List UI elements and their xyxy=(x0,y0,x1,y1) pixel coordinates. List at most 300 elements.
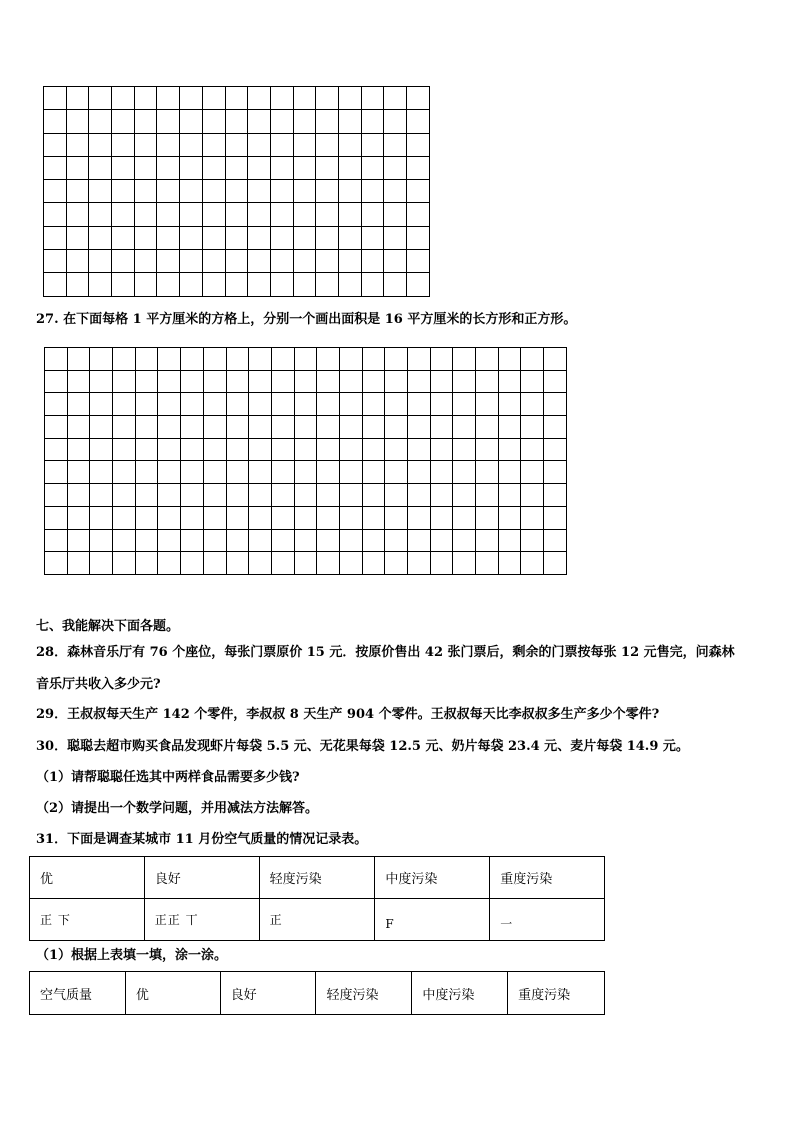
grid-cell[interactable] xyxy=(317,393,340,416)
grid-cell[interactable] xyxy=(521,484,544,507)
grid-cell[interactable] xyxy=(476,348,499,371)
grid-cell[interactable] xyxy=(338,250,361,273)
grid-cell[interactable] xyxy=(67,370,90,393)
grid-cell[interactable] xyxy=(339,529,362,552)
grid-cell[interactable] xyxy=(384,180,407,203)
grid-cell[interactable] xyxy=(430,529,453,552)
grid-cell[interactable] xyxy=(203,393,226,416)
grid-cell[interactable] xyxy=(248,203,271,226)
grid-cell[interactable] xyxy=(498,393,521,416)
grid-cell[interactable] xyxy=(476,416,499,439)
grid-cell[interactable] xyxy=(226,484,249,507)
drawing-grid-q27[interactable] xyxy=(44,347,567,575)
grid-cell[interactable] xyxy=(339,416,362,439)
grid-cell[interactable] xyxy=(407,273,430,296)
grid-cell[interactable] xyxy=(67,416,90,439)
grid-cell[interactable] xyxy=(113,438,136,461)
grid-cell[interactable] xyxy=(225,203,248,226)
grid-cell[interactable] xyxy=(407,87,430,110)
grid-cell[interactable] xyxy=(384,133,407,156)
grid-cell[interactable] xyxy=(67,484,90,507)
grid-cell[interactable] xyxy=(135,416,158,439)
grid-cell[interactable] xyxy=(248,110,271,133)
grid-cell[interactable] xyxy=(544,416,567,439)
grid-cell[interactable] xyxy=(157,180,180,203)
grid-cell[interactable] xyxy=(66,273,89,296)
grid-cell[interactable] xyxy=(203,552,226,575)
grid-cell[interactable] xyxy=(407,156,430,179)
grid-cell[interactable] xyxy=(270,156,293,179)
grid-cell[interactable] xyxy=(544,438,567,461)
grid-cell[interactable] xyxy=(134,87,157,110)
grid-cell[interactable] xyxy=(521,438,544,461)
grid-cell[interactable] xyxy=(362,552,385,575)
grid-cell[interactable] xyxy=(384,156,407,179)
grid-cell[interactable] xyxy=(498,461,521,484)
grid-cell[interactable] xyxy=(476,529,499,552)
grid-cell[interactable] xyxy=(181,348,204,371)
grid-cell[interactable] xyxy=(66,180,89,203)
grid-cell[interactable] xyxy=(89,110,112,133)
grid-cell[interactable] xyxy=(270,180,293,203)
grid-cell[interactable] xyxy=(158,506,181,529)
grid-cell[interactable] xyxy=(385,461,408,484)
grid-cell[interactable] xyxy=(498,348,521,371)
grid-cell[interactable] xyxy=(203,461,226,484)
grid-cell[interactable] xyxy=(385,506,408,529)
grid-cell[interactable] xyxy=(203,506,226,529)
grid-cell[interactable] xyxy=(271,529,294,552)
grid-cell[interactable] xyxy=(498,438,521,461)
grid-cell[interactable] xyxy=(294,484,317,507)
grid-cell[interactable] xyxy=(112,203,135,226)
grid-cell[interactable] xyxy=(317,552,340,575)
grid-cell[interactable] xyxy=(316,273,339,296)
grid-cell[interactable] xyxy=(361,273,384,296)
grid-cell[interactable] xyxy=(271,506,294,529)
grid-cell[interactable] xyxy=(317,506,340,529)
grid-cell[interactable] xyxy=(453,461,476,484)
grid-cell[interactable] xyxy=(362,461,385,484)
grid-cell[interactable] xyxy=(45,484,68,507)
grid-cell[interactable] xyxy=(134,156,157,179)
grid-cell[interactable] xyxy=(544,552,567,575)
grid-cell[interactable] xyxy=(361,87,384,110)
grid-cell[interactable] xyxy=(157,133,180,156)
grid-cell[interactable] xyxy=(249,393,272,416)
grid-cell[interactable] xyxy=(225,273,248,296)
grid-cell[interactable] xyxy=(202,273,225,296)
grid-cell[interactable] xyxy=(293,226,316,249)
grid-cell[interactable] xyxy=(89,180,112,203)
grid-cell[interactable] xyxy=(180,133,203,156)
grid-cell[interactable] xyxy=(226,552,249,575)
grid-cell[interactable] xyxy=(384,203,407,226)
grid-cell[interactable] xyxy=(134,203,157,226)
grid-cell[interactable] xyxy=(385,552,408,575)
grid-cell[interactable] xyxy=(521,506,544,529)
grid-cell[interactable] xyxy=(271,461,294,484)
grid-cell[interactable] xyxy=(453,552,476,575)
grid-cell[interactable] xyxy=(225,180,248,203)
grid-cell[interactable] xyxy=(271,370,294,393)
grid-cell[interactable] xyxy=(249,416,272,439)
grid-cell[interactable] xyxy=(408,529,431,552)
grid-cell[interactable] xyxy=(248,87,271,110)
grid-cell[interactable] xyxy=(293,133,316,156)
grid-cell[interactable] xyxy=(476,506,499,529)
grid-cell[interactable] xyxy=(248,180,271,203)
grid-cell[interactable] xyxy=(180,180,203,203)
grid-cell[interactable] xyxy=(521,416,544,439)
grid-cell[interactable] xyxy=(384,226,407,249)
grid-cell[interactable] xyxy=(226,438,249,461)
grid-cell[interactable] xyxy=(248,250,271,273)
grid-cell[interactable] xyxy=(384,87,407,110)
grid-cell[interactable] xyxy=(362,438,385,461)
grid-cell[interactable] xyxy=(385,416,408,439)
grid-cell[interactable] xyxy=(113,370,136,393)
grid-cell[interactable] xyxy=(294,416,317,439)
grid-cell[interactable] xyxy=(157,87,180,110)
grid-cell[interactable] xyxy=(226,416,249,439)
grid-cell[interactable] xyxy=(90,461,113,484)
grid-cell[interactable] xyxy=(293,180,316,203)
grid-cell[interactable] xyxy=(293,273,316,296)
grid-cell[interactable] xyxy=(203,416,226,439)
grid-cell[interactable] xyxy=(270,133,293,156)
grid-cell[interactable] xyxy=(249,438,272,461)
grid-cell[interactable] xyxy=(293,110,316,133)
grid-cell[interactable] xyxy=(113,529,136,552)
grid-cell[interactable] xyxy=(157,226,180,249)
grid-cell[interactable] xyxy=(249,484,272,507)
grid-cell[interactable] xyxy=(45,393,68,416)
grid-cell[interactable] xyxy=(113,461,136,484)
grid-cell[interactable] xyxy=(134,180,157,203)
grid-cell[interactable] xyxy=(134,110,157,133)
grid-cell[interactable] xyxy=(430,370,453,393)
grid-cell[interactable] xyxy=(226,529,249,552)
grid-cell[interactable] xyxy=(521,461,544,484)
grid-cell[interactable] xyxy=(248,226,271,249)
grid-cell[interactable] xyxy=(453,370,476,393)
grid-cell[interactable] xyxy=(316,226,339,249)
grid-cell[interactable] xyxy=(135,348,158,371)
grid-cell[interactable] xyxy=(453,506,476,529)
grid-cell[interactable] xyxy=(316,156,339,179)
grid-cell[interactable] xyxy=(90,552,113,575)
grid-cell[interactable] xyxy=(226,393,249,416)
grid-cell[interactable] xyxy=(384,110,407,133)
grid-cell[interactable] xyxy=(89,273,112,296)
grid-cell[interactable] xyxy=(453,438,476,461)
grid-cell[interactable] xyxy=(225,250,248,273)
grid-cell[interactable] xyxy=(271,484,294,507)
grid-cell[interactable] xyxy=(544,461,567,484)
grid-cell[interactable] xyxy=(249,552,272,575)
grid-cell[interactable] xyxy=(181,552,204,575)
grid-cell[interactable] xyxy=(316,203,339,226)
grid-cell[interactable] xyxy=(408,438,431,461)
grid-cell[interactable] xyxy=(134,273,157,296)
grid-cell[interactable] xyxy=(544,370,567,393)
grid-cell[interactable] xyxy=(361,133,384,156)
grid-cell[interactable] xyxy=(317,461,340,484)
grid-cell[interactable] xyxy=(453,393,476,416)
grid-cell[interactable] xyxy=(339,461,362,484)
grid-cell[interactable] xyxy=(226,370,249,393)
grid-cell[interactable] xyxy=(135,393,158,416)
grid-cell[interactable] xyxy=(544,393,567,416)
grid-cell[interactable] xyxy=(270,273,293,296)
grid-cell[interactable] xyxy=(135,484,158,507)
grid-cell[interactable] xyxy=(362,529,385,552)
grid-cell[interactable] xyxy=(453,484,476,507)
grid-cell[interactable] xyxy=(408,370,431,393)
grid-cell[interactable] xyxy=(90,529,113,552)
grid-cell[interactable] xyxy=(203,484,226,507)
grid-cell[interactable] xyxy=(202,133,225,156)
grid-cell[interactable] xyxy=(67,506,90,529)
grid-cell[interactable] xyxy=(157,250,180,273)
grid-cell[interactable] xyxy=(339,393,362,416)
grid-cell[interactable] xyxy=(113,348,136,371)
grid-cell[interactable] xyxy=(181,393,204,416)
grid-cell[interactable] xyxy=(293,87,316,110)
grid-cell[interactable] xyxy=(294,506,317,529)
grid-cell[interactable] xyxy=(90,416,113,439)
grid-cell[interactable] xyxy=(407,250,430,273)
grid-cell[interactable] xyxy=(294,529,317,552)
grid-cell[interactable] xyxy=(66,250,89,273)
grid-cell[interactable] xyxy=(203,348,226,371)
grid-cell[interactable] xyxy=(135,552,158,575)
grid-cell[interactable] xyxy=(44,203,67,226)
grid-cell[interactable] xyxy=(45,416,68,439)
grid-cell[interactable] xyxy=(362,393,385,416)
grid-cell[interactable] xyxy=(338,133,361,156)
grid-cell[interactable] xyxy=(339,348,362,371)
grid-cell[interactable] xyxy=(476,552,499,575)
grid-cell[interactable] xyxy=(226,348,249,371)
grid-cell[interactable] xyxy=(544,506,567,529)
grid-cell[interactable] xyxy=(180,226,203,249)
grid-cell[interactable] xyxy=(271,416,294,439)
grid-cell[interactable] xyxy=(66,133,89,156)
grid-cell[interactable] xyxy=(44,156,67,179)
grid-cell[interactable] xyxy=(361,110,384,133)
grid-cell[interactable] xyxy=(66,226,89,249)
grid-cell[interactable] xyxy=(249,348,272,371)
grid-cell[interactable] xyxy=(113,393,136,416)
grid-cell[interactable] xyxy=(361,203,384,226)
grid-cell[interactable] xyxy=(203,529,226,552)
grid-cell[interactable] xyxy=(521,552,544,575)
grid-cell[interactable] xyxy=(453,348,476,371)
grid-cell[interactable] xyxy=(430,506,453,529)
grid-cell[interactable] xyxy=(249,461,272,484)
grid-cell[interactable] xyxy=(498,529,521,552)
grid-cell[interactable] xyxy=(135,461,158,484)
grid-cell[interactable] xyxy=(476,393,499,416)
grid-cell[interactable] xyxy=(498,506,521,529)
grid-cell[interactable] xyxy=(249,506,272,529)
grid-cell[interactable] xyxy=(339,484,362,507)
grid-cell[interactable] xyxy=(181,461,204,484)
grid-cell[interactable] xyxy=(430,552,453,575)
grid-cell[interactable] xyxy=(158,370,181,393)
grid-cell[interactable] xyxy=(225,87,248,110)
grid-cell[interactable] xyxy=(294,370,317,393)
grid-cell[interactable] xyxy=(270,203,293,226)
grid-cell[interactable] xyxy=(135,529,158,552)
grid-cell[interactable] xyxy=(361,226,384,249)
grid-cell[interactable] xyxy=(158,393,181,416)
grid-cell[interactable] xyxy=(362,370,385,393)
grid-cell[interactable] xyxy=(317,370,340,393)
grid-cell[interactable] xyxy=(158,438,181,461)
grid-cell[interactable] xyxy=(134,250,157,273)
grid-cell[interactable] xyxy=(90,484,113,507)
grid-cell[interactable] xyxy=(249,370,272,393)
grid-cell[interactable] xyxy=(476,484,499,507)
grid-cell[interactable] xyxy=(407,226,430,249)
grid-cell[interactable] xyxy=(362,416,385,439)
grid-cell[interactable] xyxy=(135,438,158,461)
grid-cell[interactable] xyxy=(66,87,89,110)
grid-cell[interactable] xyxy=(293,203,316,226)
grid-cell[interactable] xyxy=(385,348,408,371)
grid-cell[interactable] xyxy=(202,87,225,110)
drawing-grid-top[interactable] xyxy=(43,86,430,297)
grid-cell[interactable] xyxy=(89,226,112,249)
grid-cell[interactable] xyxy=(181,484,204,507)
grid-cell[interactable] xyxy=(498,370,521,393)
grid-cell[interactable] xyxy=(338,203,361,226)
grid-cell[interactable] xyxy=(384,250,407,273)
grid-cell[interactable] xyxy=(476,438,499,461)
grid-cell[interactable] xyxy=(180,250,203,273)
grid-cell[interactable] xyxy=(66,203,89,226)
grid-cell[interactable] xyxy=(407,180,430,203)
grid-cell[interactable] xyxy=(113,484,136,507)
grid-cell[interactable] xyxy=(45,370,68,393)
grid-cell[interactable] xyxy=(67,348,90,371)
grid-cell[interactable] xyxy=(316,180,339,203)
grid-cell[interactable] xyxy=(476,370,499,393)
grid-cell[interactable] xyxy=(293,250,316,273)
grid-cell[interactable] xyxy=(385,484,408,507)
grid-cell[interactable] xyxy=(202,250,225,273)
grid-cell[interactable] xyxy=(44,133,67,156)
grid-cell[interactable] xyxy=(90,393,113,416)
grid-cell[interactable] xyxy=(270,110,293,133)
grid-cell[interactable] xyxy=(316,87,339,110)
grid-cell[interactable] xyxy=(113,416,136,439)
grid-cell[interactable] xyxy=(544,529,567,552)
grid-cell[interactable] xyxy=(90,370,113,393)
grid-cell[interactable] xyxy=(202,203,225,226)
grid-cell[interactable] xyxy=(180,110,203,133)
grid-cell[interactable] xyxy=(89,87,112,110)
grid-cell[interactable] xyxy=(294,438,317,461)
grid-cell[interactable] xyxy=(158,484,181,507)
grid-cell[interactable] xyxy=(157,110,180,133)
grid-cell[interactable] xyxy=(67,438,90,461)
grid-cell[interactable] xyxy=(271,438,294,461)
grid-cell[interactable] xyxy=(521,370,544,393)
grid-cell[interactable] xyxy=(385,438,408,461)
grid-cell[interactable] xyxy=(407,203,430,226)
grid-cell[interactable] xyxy=(158,461,181,484)
grid-cell[interactable] xyxy=(181,529,204,552)
grid-cell[interactable] xyxy=(249,529,272,552)
grid-cell[interactable] xyxy=(66,156,89,179)
grid-cell[interactable] xyxy=(90,506,113,529)
grid-cell[interactable] xyxy=(407,110,430,133)
grid-cell[interactable] xyxy=(339,370,362,393)
grid-cell[interactable] xyxy=(385,393,408,416)
grid-cell[interactable] xyxy=(544,484,567,507)
grid-cell[interactable] xyxy=(294,461,317,484)
grid-cell[interactable] xyxy=(408,552,431,575)
grid-cell[interactable] xyxy=(316,110,339,133)
grid-cell[interactable] xyxy=(317,348,340,371)
grid-cell[interactable] xyxy=(44,250,67,273)
grid-cell[interactable] xyxy=(248,133,271,156)
grid-cell[interactable] xyxy=(362,348,385,371)
grid-cell[interactable] xyxy=(339,552,362,575)
grid-cell[interactable] xyxy=(44,110,67,133)
grid-cell[interactable] xyxy=(180,273,203,296)
grid-cell[interactable] xyxy=(271,393,294,416)
grid-cell[interactable] xyxy=(270,250,293,273)
grid-cell[interactable] xyxy=(361,156,384,179)
grid-cell[interactable] xyxy=(45,461,68,484)
grid-cell[interactable] xyxy=(158,529,181,552)
grid-cell[interactable] xyxy=(476,461,499,484)
grid-cell[interactable] xyxy=(362,484,385,507)
grid-cell[interactable] xyxy=(203,438,226,461)
grid-cell[interactable] xyxy=(135,370,158,393)
grid-cell[interactable] xyxy=(225,110,248,133)
grid-cell[interactable] xyxy=(66,110,89,133)
grid-cell[interactable] xyxy=(384,273,407,296)
grid-cell[interactable] xyxy=(408,416,431,439)
grid-cell[interactable] xyxy=(317,529,340,552)
grid-cell[interactable] xyxy=(408,461,431,484)
grid-cell[interactable] xyxy=(361,180,384,203)
grid-cell[interactable] xyxy=(112,273,135,296)
grid-cell[interactable] xyxy=(89,133,112,156)
grid-cell[interactable] xyxy=(225,226,248,249)
grid-cell[interactable] xyxy=(270,226,293,249)
grid-cell[interactable] xyxy=(361,250,384,273)
grid-cell[interactable] xyxy=(498,416,521,439)
grid-cell[interactable] xyxy=(45,529,68,552)
grid-cell[interactable] xyxy=(181,370,204,393)
grid-cell[interactable] xyxy=(317,416,340,439)
grid-cell[interactable] xyxy=(294,552,317,575)
grid-cell[interactable] xyxy=(112,87,135,110)
grid-cell[interactable] xyxy=(45,506,68,529)
grid-cell[interactable] xyxy=(270,87,293,110)
grid-cell[interactable] xyxy=(338,156,361,179)
grid-cell[interactable] xyxy=(453,416,476,439)
grid-cell[interactable] xyxy=(134,133,157,156)
grid-cell[interactable] xyxy=(293,156,316,179)
